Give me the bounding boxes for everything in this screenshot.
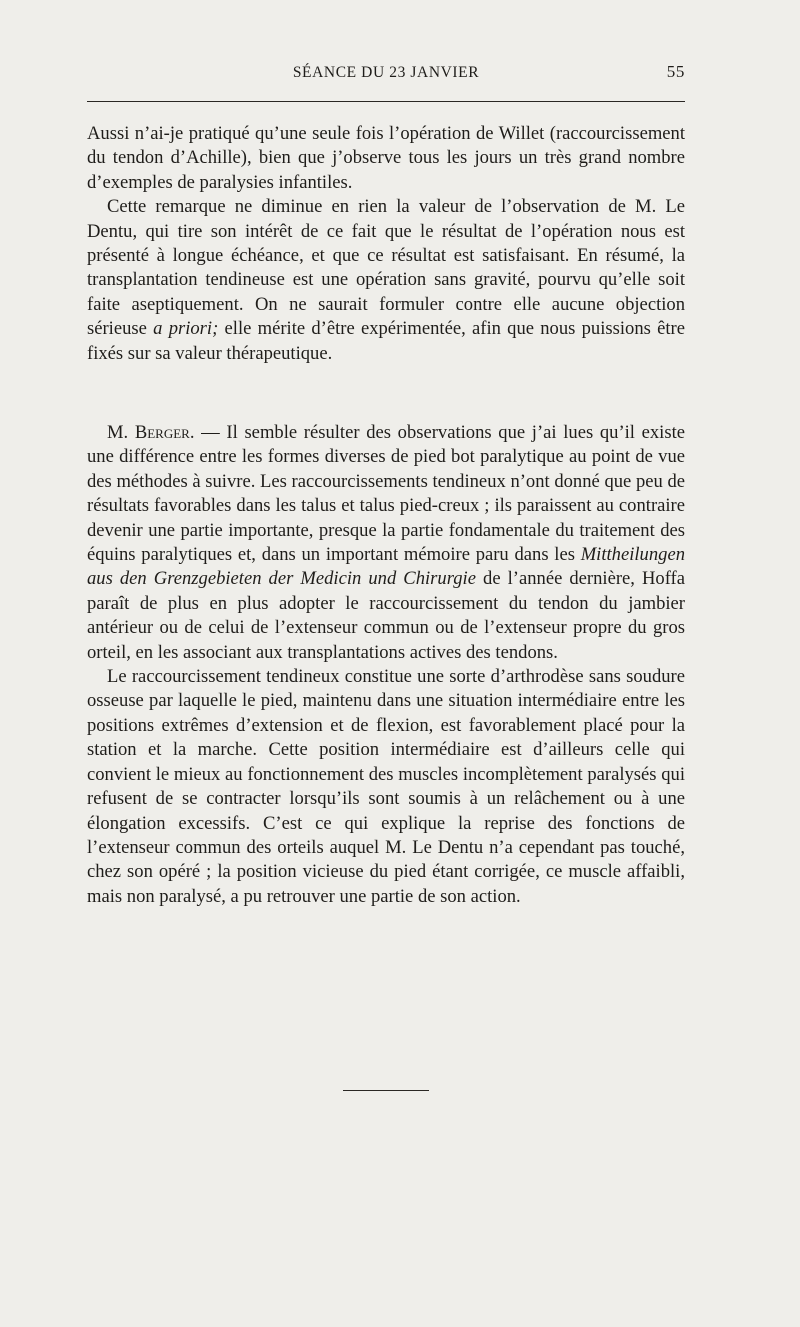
running-title: SÉANCE DU 23 JANVIER — [292, 64, 480, 81]
header-rule — [87, 101, 685, 102]
paragraph-arthrodesis: Le raccourcissement tendineux constitue une sorte d’arthrodèse sans soudure osseuse par laquelle le pied, maintenu dans une situation intermédiaire entre les positions extrêmes d’extension et de flexion, est favorablement placé pour la station et la marche. Cette position intermédiaire est d’ailleurs celle qui convient le mieux au fonctionnement des muscles incomplètement paralysés qui refusent de se contracter lorsqu’ils sont soumis à un relâchement ou à une élongation excessifs. C’est ce qui explique la reprise des fonctions de l’extenseur commun des orteils auquel M. Le Dentu n’a cependant pas touché, chez son opéré ; la position vicieuse du pied étant corrigée, ce muscle affaibli, mais non paralysé, a pu retrouver une partie de son action. — [87, 666, 685, 907]
paragraph-continuation: Aussi n’ai-je pratiqué qu’une seule fois l’opération de Willet (raccourcissement du tendon d’Achille), bien que j’observe tous les jours un très grand nombre d’exemples de paralysies infantiles. — [87, 123, 685, 193]
text-block-top — [87, 122, 685, 366]
paragraph-remark-italic: a priori; — [153, 318, 219, 340]
paragraph-remark-text: Cette remarque ne diminue en rien la valeur de l’observation de M. Le Dentu, qui tire son intérêt de ce fait que le résultat de l’opération nous est présenté à longue échéance, et que ce résultat est satisfaisant. En résumé, la transplantation tendineuse est une opération sans gravité, pourvu qu’elle soit faite aseptiquement. On ne saurait formuler contre elle aucune objection sérieuse — [87, 196, 685, 340]
section-end-rule — [343, 1090, 429, 1091]
paragraph-remark — [87, 195, 685, 366]
speaker-name: M. Berger. — [107, 422, 195, 443]
page-number: 55 — [666, 62, 685, 81]
paragraph-berger-text: — Il semble résulter des observations que j’ai lues qu’il existe une différence entre les formes diverses de pied bot paralytique au point de vue des méthodes à suivre. Les raccourcissements tendineux n’ont donné que peu de résultats favorables dans les talus et talus pied-creux ; ils paraissent au contraire devenir une partie importante, presque la partie fondamentale du traitement des équins paralytiques et, dans un important mémoire paru dans les — [87, 422, 685, 566]
paragraph-remark-text-end: elle mérite d’être expérimentée, afin que nous puissions être fixés sur sa valeur thérapeutique. — [87, 318, 685, 364]
paragraph-berger — [87, 421, 685, 665]
paragraph-berger-text-end: de l’année dernière, Hoffa paraît de plus en plus adopter le raccourcissement du tendon du jambier antérieur ou de celui de l’extenseur commun ou de l’extenseur propre du gros orteil, en les associant aux transplantations actives des tendons. — [87, 568, 685, 663]
page-header — [87, 62, 685, 86]
journal-title: Mittheilungen aus den Grenzgebieten der Medicin und Chirurgie — [87, 544, 685, 590]
text-block-discussion — [87, 421, 685, 909]
